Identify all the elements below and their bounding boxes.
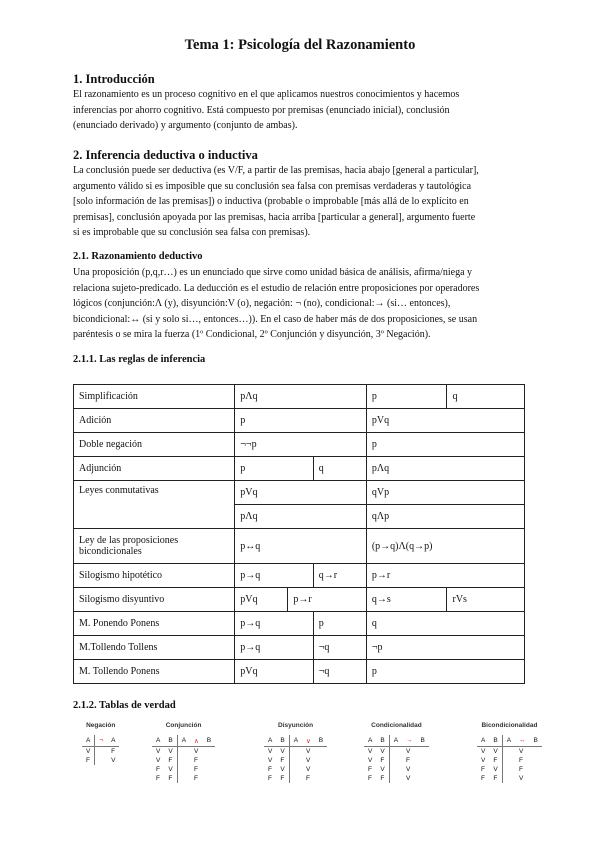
truth-value: F <box>481 775 485 782</box>
truth-value: V <box>156 748 161 755</box>
rule-premise: p <box>235 409 367 433</box>
truth-value: F <box>168 775 173 782</box>
truth-value: F <box>493 757 498 764</box>
section-heading-reglas: 2.1.1. Las reglas de inferencia <box>73 354 206 365</box>
text-line: Una proposición (p,q,r…) es un enunciado que sirve como unidad básica de análisis, afirma/niega y <box>73 267 473 278</box>
rule-premise: ¬q <box>313 660 366 684</box>
rule-name: Doble negación <box>74 433 235 457</box>
truth-table-title: Negación <box>86 722 116 729</box>
column-header: B <box>489 735 502 747</box>
column-header: A <box>264 735 276 747</box>
truth-row <box>264 765 327 774</box>
rule-conclusion: rVs <box>447 588 525 612</box>
column-header: B <box>203 735 215 747</box>
truth-value: F <box>380 775 385 782</box>
text-line: El razonamiento es un proceso cognitivo en el que aplicamos nuestros conocimientos y hacemos <box>73 89 460 100</box>
table-row <box>74 457 525 481</box>
truth-row <box>264 756 327 765</box>
table-row <box>74 409 525 433</box>
truth-value: V <box>168 748 173 755</box>
operator-symbol: → <box>402 735 417 747</box>
rule-premise: ¬q <box>313 636 366 660</box>
truth-value: V <box>380 766 385 773</box>
truth-row <box>152 765 215 774</box>
rule-name: Adjunción <box>74 457 235 481</box>
column-header: B <box>164 735 177 747</box>
table-row <box>74 612 525 636</box>
truth-row <box>152 756 215 765</box>
section-heading-introduccion: 1. Introducción <box>73 72 155 86</box>
truth-row <box>477 756 542 765</box>
truth-value: F <box>493 775 498 782</box>
section-heading-inferencia: 2. Inferencia deductiva o inductiva <box>73 148 258 162</box>
text-line: bicondicional:↔ (si y solo si…, entonces…)). En el caso de haber más de dos proposiciones, se usan <box>73 313 478 325</box>
operator-symbol: ∧ <box>190 735 203 747</box>
truth-value: V <box>156 757 161 764</box>
truth-value: V <box>280 748 285 755</box>
rule-conclusion: qΛp <box>366 505 524 529</box>
text-line: [solo información de las premisas]) o inductiva (probable o improbable [más allá de lo explícito en <box>73 196 469 208</box>
truth-value: F <box>306 775 311 782</box>
paragraph-introduccion <box>73 87 533 134</box>
table-row <box>74 588 525 612</box>
rule-name: Ley de las proposiciones bicondicionales <box>74 529 235 564</box>
truth-row <box>477 747 542 757</box>
truth-table-title: Conjunción <box>165 722 202 729</box>
text-line: argumento válido si es imposible que su conclusión sea falsa con premisas verdaderas y tautológica <box>73 180 472 192</box>
rule-premise: p→q <box>235 612 314 636</box>
truth-table-title: Disyunción <box>278 722 314 729</box>
rule-conclusion: p→r <box>366 564 524 588</box>
truth-table-condicionalidad <box>364 722 429 783</box>
column-header: A <box>502 735 515 747</box>
text-line: La conclusión puede ser deductiva (es V/F, a partir de las premisas, hacia abajo [general a particular], <box>73 165 479 176</box>
truth-value: F <box>168 757 173 764</box>
operator-symbol: ¬ <box>95 735 107 747</box>
rule-name: Silogismo disyuntivo <box>74 588 235 612</box>
truth-value: F <box>380 757 385 764</box>
truth-value: V <box>306 748 311 755</box>
rule-premise: p→r <box>288 588 367 612</box>
rule-premise: q→s <box>366 588 447 612</box>
truth-value: F <box>86 757 90 764</box>
text-line: premisas], conclusión apoyada por las premisas, hacia arriba [particular a general], argumento fuerte <box>73 211 476 223</box>
column-header: A <box>364 735 376 747</box>
column-header: A <box>107 735 119 747</box>
truth-value: F <box>280 757 285 764</box>
truth-row <box>477 774 542 783</box>
truth-value: V <box>280 766 285 773</box>
truth-row <box>152 747 215 757</box>
operator-symbol: ∨ <box>302 735 315 747</box>
section-heading-tablas-verdad: 2.1.2. Tablas de verdad <box>73 700 176 711</box>
section-heading-razonamiento-deductivo: 2.1. Razonamiento deductivo <box>73 251 203 262</box>
rule-conclusion: qVp <box>366 481 524 505</box>
truth-value: V <box>368 757 373 764</box>
inference-rules-table <box>73 384 525 684</box>
rule-conclusion: p <box>366 433 524 457</box>
truth-value: F <box>111 748 116 755</box>
rule-conclusion: q <box>447 385 525 409</box>
truth-row <box>364 756 429 765</box>
table-row <box>74 564 525 588</box>
rule-premise: pΛq <box>235 385 367 409</box>
truth-value: V <box>168 766 173 773</box>
rule-premise: p <box>313 612 366 636</box>
truth-value: V <box>493 766 498 773</box>
rule-conclusion: q <box>366 612 524 636</box>
truth-value: F <box>194 766 199 773</box>
table-row <box>74 433 525 457</box>
column-header: B <box>530 735 542 747</box>
column-header: A <box>477 735 489 747</box>
rule-premise: ¬¬p <box>235 433 367 457</box>
paragraph-inferencia <box>73 163 533 241</box>
truth-table-conjuncion <box>152 722 215 783</box>
rule-conclusion: p <box>366 660 524 684</box>
truth-value: V <box>493 748 498 755</box>
truth-value: V <box>406 766 411 773</box>
rule-name: Silogismo hipotético <box>74 564 235 588</box>
truth-value: F <box>268 775 272 782</box>
truth-value: V <box>306 757 311 764</box>
rule-name: M.Tollendo Tollens <box>74 636 235 660</box>
truth-value: F <box>368 775 372 782</box>
truth-value: V <box>268 757 273 764</box>
rule-premise: pVq <box>235 481 367 505</box>
rule-premise: q <box>313 457 366 481</box>
truth-value: V <box>481 757 486 764</box>
truth-value: F <box>268 766 272 773</box>
truth-value: F <box>156 775 160 782</box>
text-line: lógicos (conjunción:Λ (y), disyunción:V (o), negación: ¬ (no), condicional:→ (si… entonces), <box>73 298 451 310</box>
truth-value: V <box>406 748 411 755</box>
column-header: A <box>289 735 302 747</box>
rule-name: Simplificación <box>74 385 235 409</box>
truth-row <box>82 756 119 765</box>
column-header: B <box>376 735 389 747</box>
rule-premise: q→r <box>313 564 366 588</box>
truth-row <box>82 747 119 757</box>
truth-value: F <box>519 757 524 764</box>
truth-value: F <box>194 775 199 782</box>
rule-premise: pΛq <box>235 505 367 529</box>
table-row <box>74 636 525 660</box>
truth-value: F <box>481 766 485 773</box>
truth-row <box>477 765 542 774</box>
text-line: (enunciado derivado) y argumento (conjunto de ambas). <box>73 120 298 132</box>
truth-value: F <box>519 766 524 773</box>
truth-value: V <box>380 748 385 755</box>
rule-name: M. Ponendo Ponens <box>74 612 235 636</box>
truth-value: F <box>368 766 372 773</box>
rule-name: Leyes conmutativas <box>74 481 235 529</box>
truth-table-disyuncion <box>264 722 327 783</box>
rule-conclusion: (p→q)Λ(q→p) <box>366 529 524 564</box>
operator-symbol: ↔ <box>515 735 530 747</box>
truth-value: V <box>368 748 373 755</box>
truth-value: V <box>86 748 91 755</box>
paragraph-razonamiento-deductivo <box>73 265 533 343</box>
truth-row <box>364 747 429 757</box>
truth-table-title: Bicondicionalidad <box>481 722 538 729</box>
truth-value: V <box>268 748 273 755</box>
column-header: B <box>315 735 327 747</box>
truth-value: V <box>519 748 524 755</box>
rule-premise: p→q <box>235 636 314 660</box>
text-line: relaciona sujeto-predicado. La deducción es el estudio de relación entre proposiciones por operadores <box>73 282 480 294</box>
page-title: Tema 1: Psicología del Razonamiento <box>184 37 416 53</box>
truth-value: F <box>194 757 199 764</box>
rule-premise: p <box>235 457 314 481</box>
truth-value: V <box>306 766 311 773</box>
table-row <box>74 660 525 684</box>
truth-value: F <box>406 757 411 764</box>
truth-value: V <box>481 748 486 755</box>
table-row <box>74 529 525 564</box>
rule-premise: p↔q <box>235 529 367 564</box>
text-line: si es improbable que su conclusión sea falsa con premisas). <box>73 227 311 239</box>
column-header: A <box>177 735 190 747</box>
truth-value: F <box>156 766 160 773</box>
truth-value: V <box>111 757 116 764</box>
truth-row <box>152 774 215 783</box>
table-row <box>74 385 525 409</box>
rule-name: M. Tollendo Ponens <box>74 660 235 684</box>
rule-premise: p→q <box>235 564 314 588</box>
column-header: A <box>82 735 95 747</box>
truth-row <box>264 774 327 783</box>
truth-table-bicondicionalidad <box>477 722 542 783</box>
rule-premise: pVq <box>235 660 314 684</box>
rule-conclusion: pVq <box>366 409 524 433</box>
truth-table-title: Condicionalidad <box>371 722 422 729</box>
rule-premise: pVq <box>235 588 288 612</box>
rule-name: Adición <box>74 409 235 433</box>
column-header: B <box>276 735 289 747</box>
rule-conclusion: p <box>366 385 447 409</box>
column-header: A <box>152 735 164 747</box>
truth-value: F <box>280 775 285 782</box>
rule-conclusion: ¬p <box>366 636 524 660</box>
table-row <box>74 481 525 505</box>
truth-value: V <box>406 775 411 782</box>
truth-row <box>364 765 429 774</box>
truth-value: V <box>519 775 524 782</box>
truth-table-negacion <box>82 722 119 765</box>
truth-row <box>264 747 327 757</box>
text-line: inferencias por ahorro cognitivo. Está compuesto por premisas (enunciado inicial), conclusión <box>73 104 450 116</box>
column-header: A <box>389 735 402 747</box>
text-line: paréntesis o se mira la fuerza (1º Condicional, 2º Conjunción y disyunción, 3º Negación). <box>73 329 431 341</box>
rule-conclusion: pΛq <box>366 457 524 481</box>
truth-value: V <box>194 748 199 755</box>
column-header: B <box>417 735 429 747</box>
truth-row <box>364 774 429 783</box>
